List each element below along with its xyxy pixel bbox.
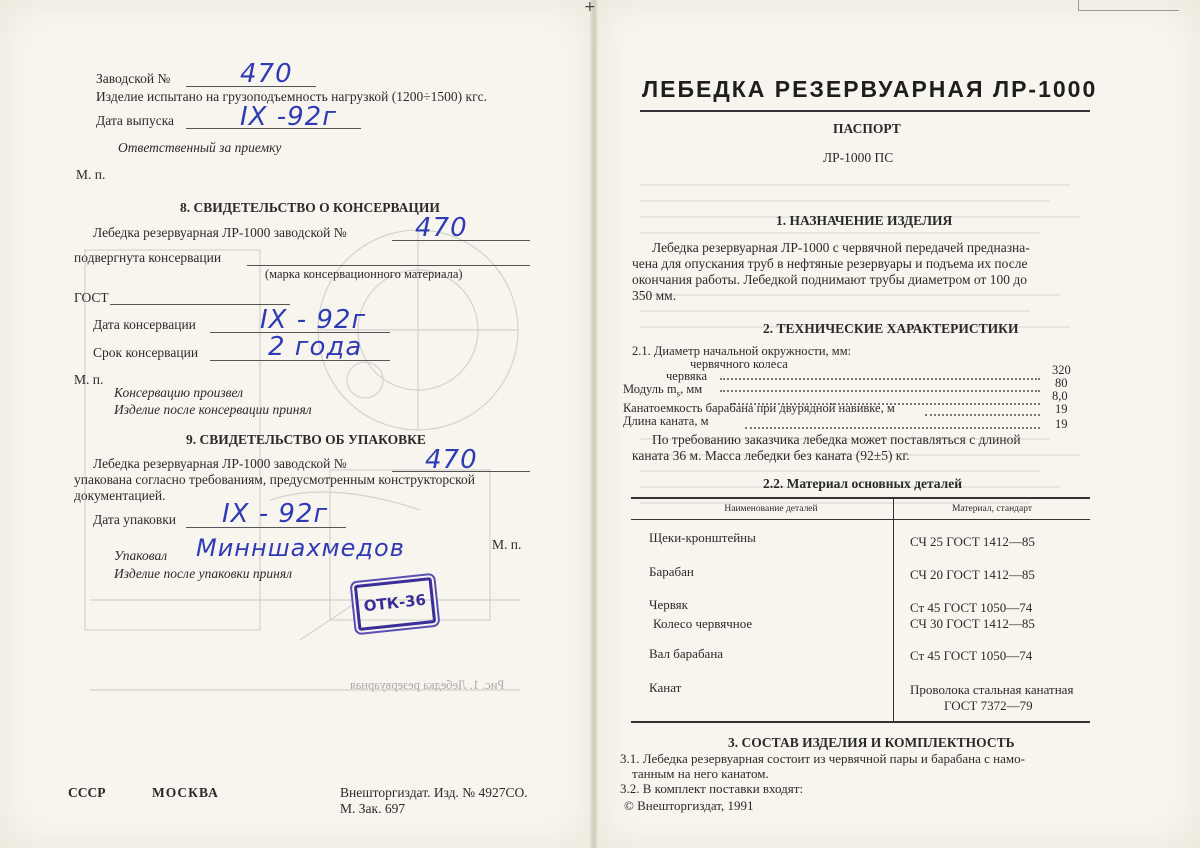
pack-date-label: Дата упаковки [93, 512, 177, 527]
module-unit: , мм [680, 382, 703, 396]
title-rule [640, 110, 1090, 112]
part-cell: Вал барабана [649, 646, 724, 661]
crop-mark-icon: + [584, 0, 596, 15]
s3-line-2: танным на него канатом. [632, 766, 769, 781]
tested-line: Изделие испытано на грузоподъемность нагрузкой (1200÷1500) кгс. [96, 89, 487, 104]
release-date-handwritten: IX -92г [240, 102, 337, 132]
pack-date-handwritten: IX - 92г [222, 499, 329, 529]
s1-line-4: 350 мм. [632, 288, 677, 303]
spec-label-worm: червяка [666, 369, 708, 383]
order-line-2: каната 36 м. Масса лебедки без каната (92±5) кг. [632, 448, 910, 463]
section-1-title: 1. НАЗНАЧЕНИЕ ИЗДЕЛИЯ [776, 213, 953, 228]
cons-done-label: Консервацию произвел [114, 385, 244, 400]
material-cell: СЧ 20 ГОСТ 1412—85 [894, 550, 1091, 583]
otk-stamp [354, 577, 436, 631]
spec-value-worm: 80 [1055, 376, 1068, 390]
pack-accepted-label: Изделие после упаковки принял [114, 566, 293, 581]
otk-stamp-text: ОТК-36 [362, 590, 427, 616]
part-cell: Канат [649, 680, 682, 695]
cons-accepted-label: Изделие после консервации принял [114, 402, 312, 417]
header-material: Материал, стандарт [894, 498, 1091, 520]
stamp-place-label-3: М. п. [492, 537, 522, 552]
crop-mark-corner-icon [1078, 0, 1179, 11]
s1-line-1: Лебедка резервуарная ЛР-1000 с червячной передачей предназна- [652, 240, 1030, 255]
spec-heading-2: червячного колеса [690, 357, 788, 371]
sec8-serial-label: Лебедка резервуарная ЛР-1000 заводской № [93, 225, 347, 240]
spec-leader-4 [925, 414, 1040, 416]
spec-heading-1: 2.1. Диаметр начальной окружности, мм: [632, 344, 852, 358]
cons-term-label: Срок консервации [93, 345, 199, 360]
stamp-place-label: М. п. [76, 167, 106, 182]
packed-by-signature: Минншахмедов [196, 534, 405, 562]
responsible-label: Ответственный за приемку [118, 140, 282, 155]
stamp-place-label-2: М. п. [74, 372, 104, 387]
spec-leader-1 [720, 378, 1040, 380]
section-8-title: 8. СВИДЕТЕЛЬСТВО О КОНСЕРВАЦИИ [180, 200, 440, 215]
materials-header-row [631, 498, 1090, 520]
subjected-label: подвергнута консервации [74, 250, 222, 265]
gost-label: ГОСТ [74, 290, 109, 305]
cons-term-handwritten: 2 года [268, 332, 363, 362]
spec-value-rope: 19 [1055, 417, 1068, 431]
footer-publisher-2: М. Зак. 697 [340, 801, 406, 816]
passport-code: ЛР-1000 ПС [823, 150, 894, 165]
spec-value-wheel: 320 [1052, 363, 1071, 377]
spec-label-rope: Длина каната, м [623, 414, 709, 428]
material-cell: ГОСТ 7372—79 [894, 698, 1091, 722]
document-title: ЛЕБЕДКА РЕЗЕРВУАРНАЯ ЛР-1000 [642, 76, 1098, 102]
material-cell: СЧ 30 ГОСТ 1412—85 [894, 616, 1091, 632]
part-cell [631, 698, 894, 722]
part-cell: Колесо червячное [653, 616, 753, 631]
material-cell: Ст 45 ГОСТ 1050—74 [894, 583, 1091, 616]
s3-line-3: 3.2. В комплект поставки входят: [620, 781, 804, 796]
part-cell: Щеки-кронштейны [649, 530, 756, 545]
table-row [631, 616, 1090, 632]
packed-line-1: упакована согласно требованиям, предусмотренным конструкторской [74, 472, 476, 487]
spec-label-capacity: Канатоемкость барабана при двурядной навивке, м [623, 401, 895, 415]
release-date-label: Дата выпуска [96, 113, 175, 128]
spec-label-module [623, 381, 702, 402]
sec9-serial-handwritten: 470 [425, 445, 478, 475]
material-cell: Ст 45 ГОСТ 1050—74 [894, 632, 1091, 664]
material-note: (марка консервационного материала) [265, 267, 463, 281]
material-cell: СЧ 25 ГОСТ 1412—85 [894, 520, 1091, 551]
materials-table [631, 497, 1090, 723]
module-label-text: Модуль m [623, 382, 677, 396]
section-3-title: 3. СОСТАВ ИЗДЕЛИЯ И КОМПЛЕКТНОСТЬ [728, 735, 1015, 750]
part-cell: Барабан [649, 564, 694, 579]
s1-line-3: окончания работы. Лебедкой поднимают трубы диаметром от 100 до [632, 272, 1027, 287]
module-subscript: s [676, 388, 681, 399]
footer-country: СССР [68, 785, 106, 800]
bleed-through-caption: Рис. 1. Лебедка резервуарная [350, 678, 505, 692]
spec-leader-2 [720, 390, 1040, 392]
table-row [631, 698, 1090, 722]
spec-value-module: 8,0 [1052, 389, 1068, 403]
part-cell: Червяк [649, 597, 688, 612]
table-row [631, 664, 1090, 698]
table-row [631, 550, 1090, 583]
packed-line-2: документацией. [74, 488, 166, 503]
packed-by-label: Упаковал [114, 548, 168, 563]
header-part: Наименование деталей [631, 498, 894, 520]
sec9-serial-label: Лебедка резервуарная ЛР-1000 заводской № [93, 456, 347, 471]
serial-handwritten: 470 [240, 59, 293, 89]
order-line-1: По требованию заказчика лебедка может поставляться с длиной [652, 432, 1021, 447]
footer-city: МОСКВА [152, 785, 219, 800]
s1-line-2: чена для опускания труб в нефтяные резервуары и подъема их после [632, 256, 1028, 271]
cons-date-handwritten: IX - 92г [260, 305, 367, 335]
section-2-2-title: 2.2. Материал основных деталей [763, 476, 962, 491]
table-row [631, 583, 1090, 616]
section-9-title: 9. СВИДЕТЕЛЬСТВО ОБ УПАКОВКЕ [186, 432, 426, 447]
footer-publisher-1: Внешторгиздат. Изд. № 4927СО. [340, 785, 528, 800]
spec-leader-5 [745, 427, 1040, 429]
sec8-serial-handwritten: 470 [415, 213, 468, 243]
serial-label: Заводской № [96, 71, 171, 86]
cons-date-label: Дата консервации [93, 317, 196, 332]
material-cell: Проволока стальная канатная [894, 664, 1091, 698]
table-row [631, 632, 1090, 664]
copyright: © Внешторгиздат, 1991 [624, 798, 754, 813]
spec-value-capacity: 19 [1055, 402, 1068, 416]
passport-heading: ПАСПОРТ [833, 121, 901, 136]
section-2-title: 2. ТЕХНИЧЕСКИЕ ХАРАКТЕРИСТИКИ [763, 321, 1019, 336]
s3-line-1: 3.1. Лебедка резервуарная состоит из червячной пары и барабана с намо- [620, 751, 1025, 766]
table-row [631, 520, 1090, 551]
